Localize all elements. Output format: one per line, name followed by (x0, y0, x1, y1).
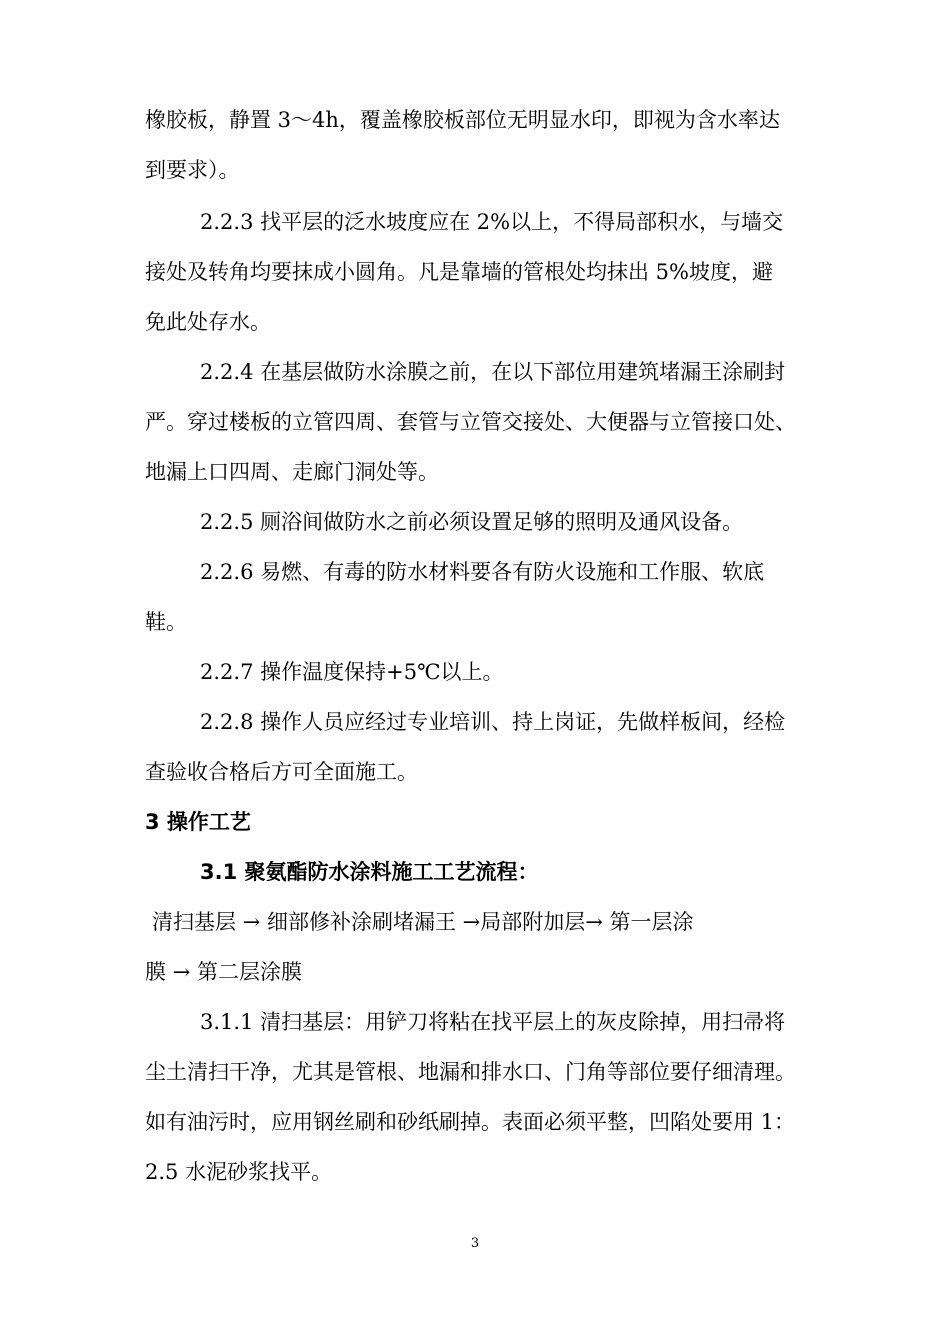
clause-3-1-1: 3.1.1 清扫基层：用铲刀将粘在找平层上的灰皮除掉，用扫帚将 (200, 1010, 786, 1034)
body-line: 免此处存水。 (145, 310, 271, 334)
process-flow-line: 膜 → 第二层涂膜 (145, 960, 302, 984)
body-line: 严。穿过楼板的立管四周、套管与立管交接处、大便器与立管接口处、 (145, 410, 796, 434)
section-heading-3: 3 操作工艺 (145, 810, 251, 834)
body-line: 地漏上口四周、走廊门洞处等。 (145, 460, 439, 484)
body-line: 鞋。 (145, 610, 187, 634)
clause-2-2-3: 2.2.3 找平层的泛水坡度应在 2%以上，不得局部积水，与墙交 (200, 210, 784, 234)
body-line: 如有油污时，应用钢丝刷和砂纸刷掉。表面必须平整，凹陷处要用 1： (145, 1110, 796, 1134)
clause-2-2-6: 2.2.6 易燃、有毒的防水材料要各有防火设施和工作服、软底 (200, 560, 765, 584)
clause-2-2-4: 2.2.4 在基层做防水涂膜之前，在以下部位用建筑堵漏王涂刷封 (200, 360, 786, 384)
clause-2-2-8: 2.2.8 操作人员应经过专业培训、持上岗证，先做样板间，经检 (200, 710, 786, 734)
body-line: 2.5 水泥砂浆找平。 (145, 1160, 333, 1184)
body-line: 到要求）。 (145, 158, 240, 182)
process-flow-line: 清扫基层 → 细部修补涂刷堵漏王 →局部附加层→ 第一层涂 (152, 910, 694, 934)
body-line: 接处及转角均要抹成小圆角。凡是靠墙的管根处均抹出 5%坡度，避 (145, 260, 773, 284)
clause-2-2-5: 2.2.5 厕浴间做防水之前必须设置足够的照明及通风设备。 (200, 510, 744, 534)
page-number: 3 (470, 1236, 480, 1251)
body-line: 橡胶板，静置 3～4h，覆盖橡胶板部位无明显水印，即视为含水率达 (145, 108, 780, 132)
subsection-heading-3-1: 3.1 聚氨酯防水涂料施工工艺流程： (200, 860, 539, 884)
body-line: 查验收合格后方可全面施工。 (145, 760, 418, 784)
body-line: 尘土清扫干净，尤其是管根、地漏和排水口、门角等部位要仔细清理。 (145, 1060, 796, 1084)
clause-2-2-7: 2.2.7 操作温度保持+5℃以上。 (200, 660, 504, 684)
